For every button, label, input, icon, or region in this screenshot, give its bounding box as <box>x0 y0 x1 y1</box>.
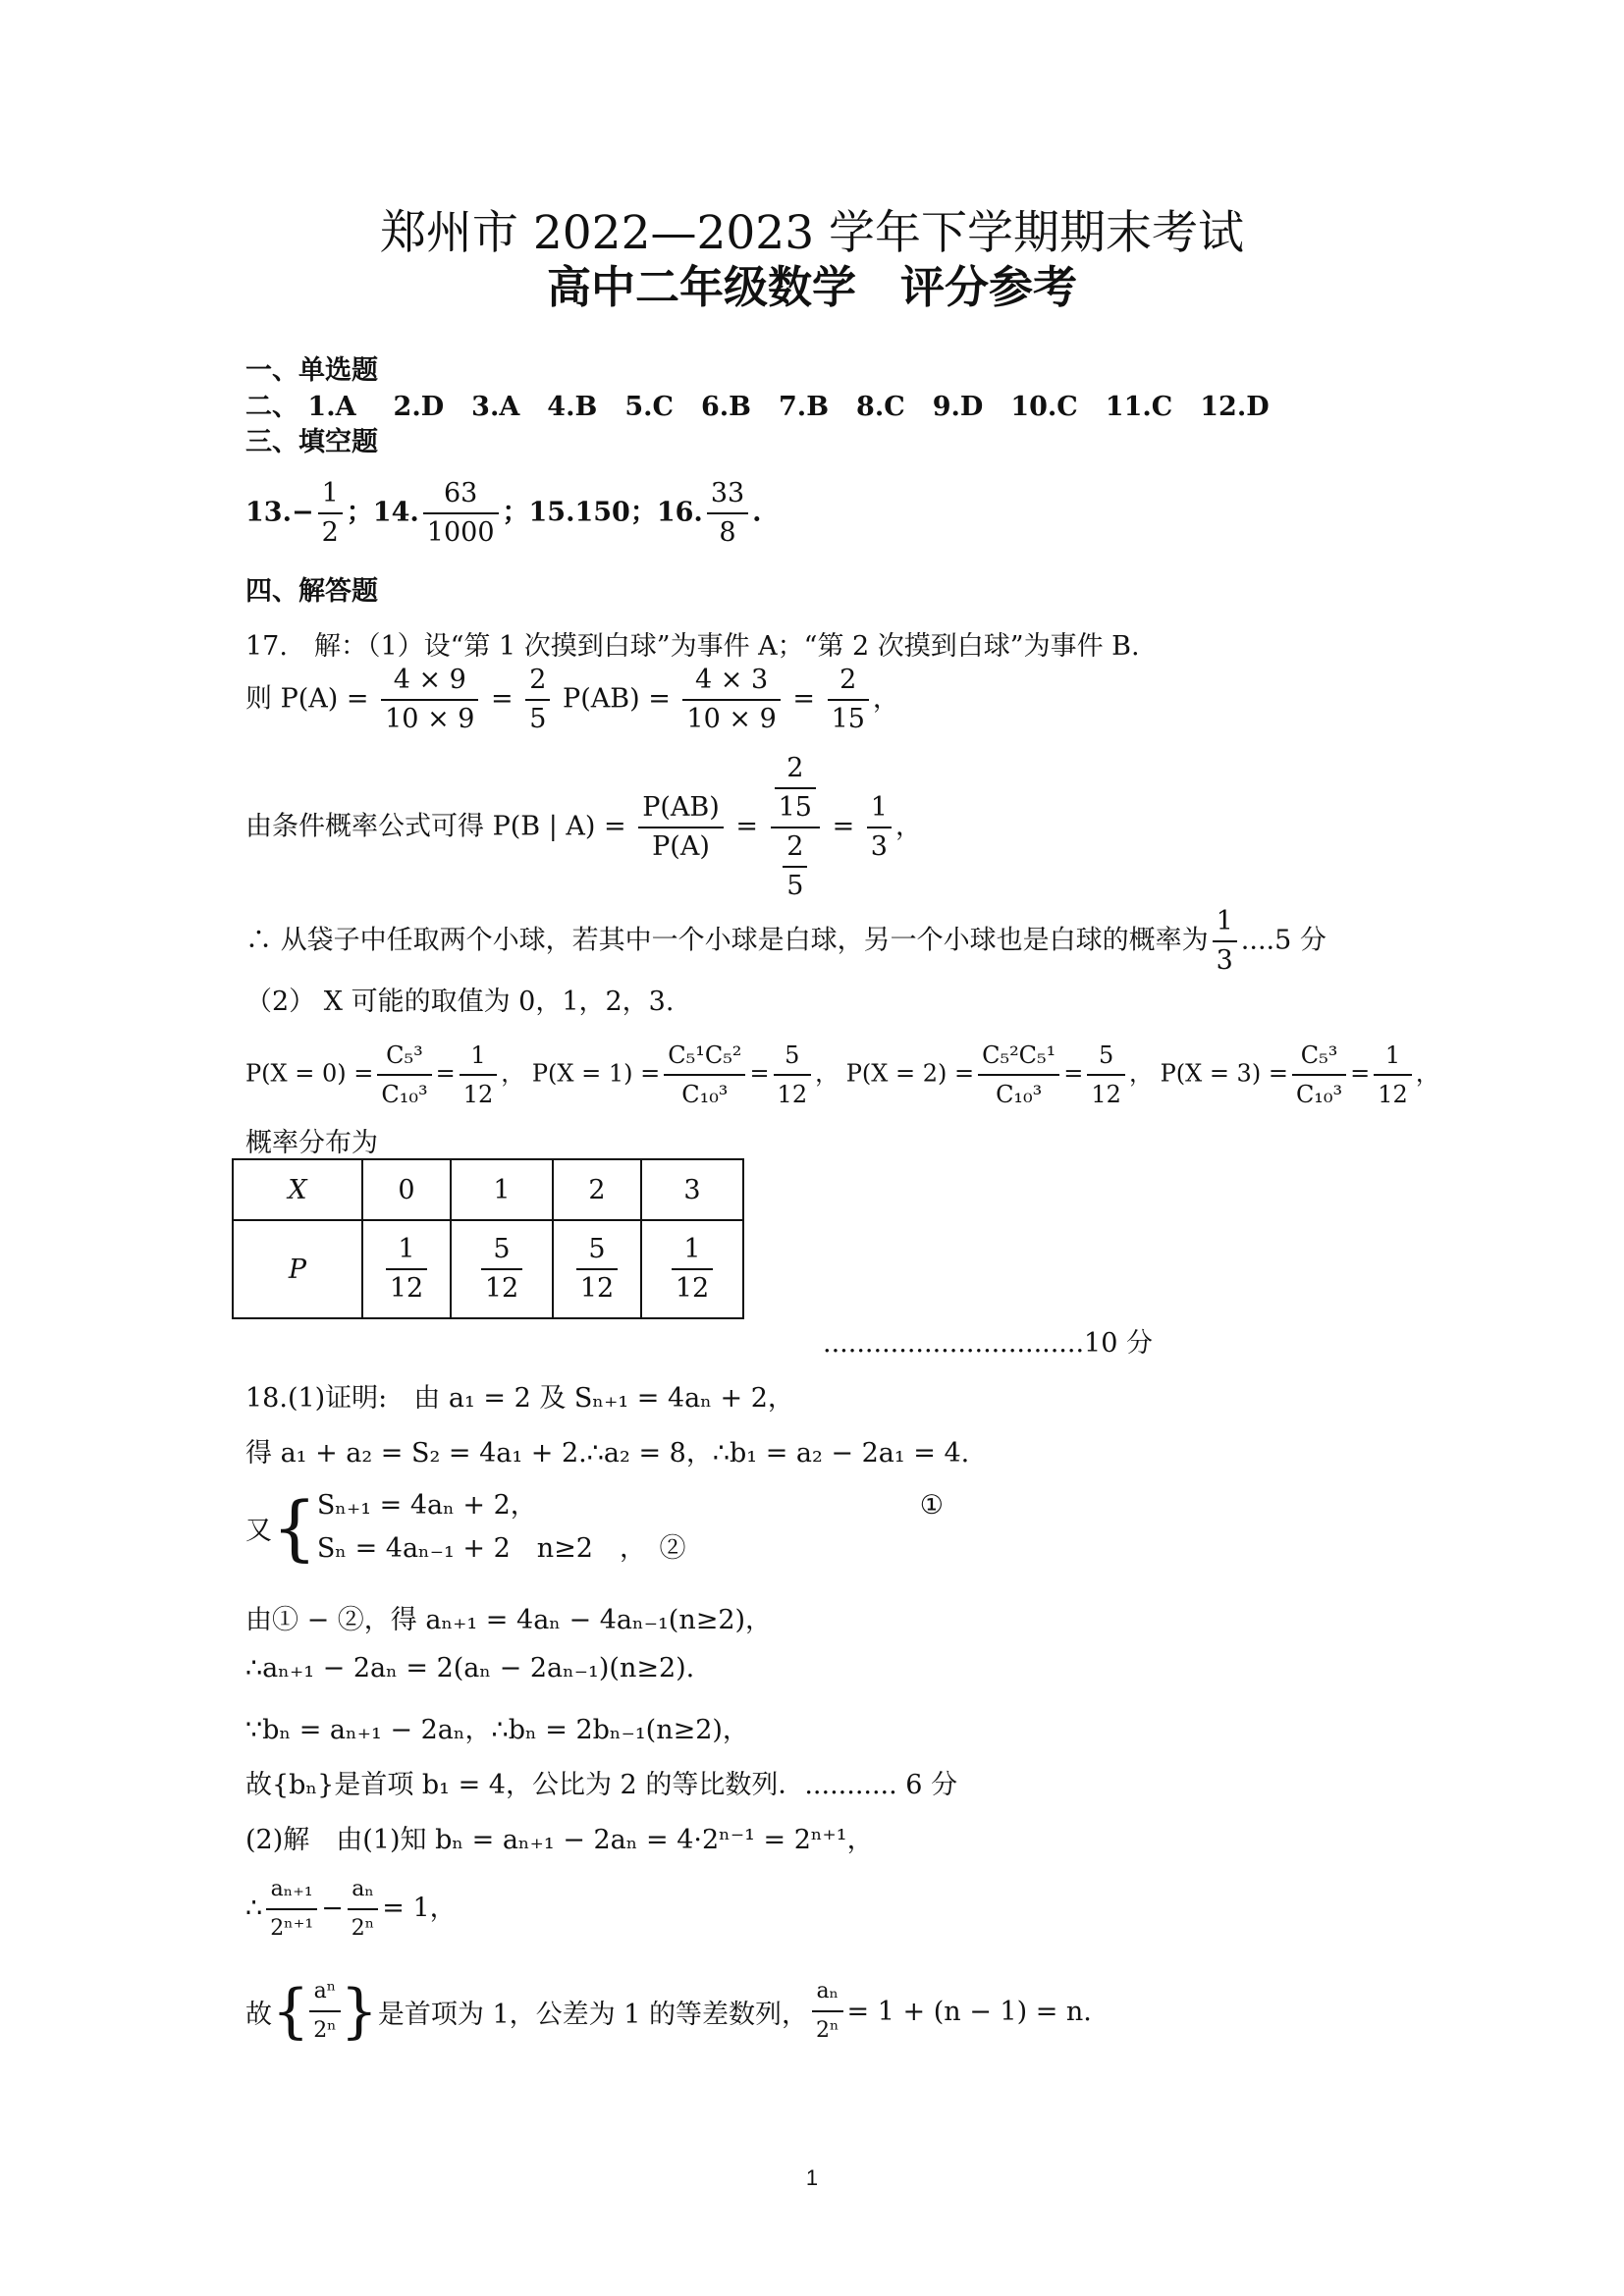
pab-res <box>828 662 869 738</box>
px2-label: P(X = 2) = <box>845 1059 975 1088</box>
cf-dn: 2 <box>783 828 807 868</box>
table-cell: X <box>233 1159 362 1220</box>
q18-line10 <box>245 1973 1092 2050</box>
conclusion-den: 3 <box>1216 945 1233 976</box>
answer-item: 8.C <box>856 392 905 422</box>
cf-nd: 15 <box>778 792 812 823</box>
answer-item: 4.B <box>547 392 598 422</box>
px0-res <box>460 1037 498 1113</box>
page-number: 1 <box>805 2165 819 2190</box>
l10-end: = 1 + (n − 1) = n. <box>846 1996 1092 2027</box>
l10-n2: aₙ <box>812 1973 843 2012</box>
cond-frac <box>638 789 724 866</box>
fill-answers <box>245 475 762 552</box>
pab-res-num: 2 <box>828 662 869 701</box>
q17-line5: （2） X 可能的取值为 0，1，2，3. <box>245 987 675 1017</box>
q13-sign: − <box>291 497 314 528</box>
px2-rn: 5 <box>1087 1037 1125 1076</box>
q18-line6: ∵bₙ = aₙ₊₁ − 2aₙ，∴bₙ = 2bₙ₋₁(n≥2)， <box>245 1715 749 1745</box>
pa-res-den: 5 <box>529 704 547 734</box>
left-brace-icon: { <box>272 1977 310 2046</box>
px1-label: P(X = 1) = <box>531 1059 661 1088</box>
pab-num: 4 × 3 <box>682 662 780 701</box>
q18-line7: 故{bₙ}是首项 b₁ = 4，公比为 2 的等比数列．........... 6 分 <box>245 1770 958 1800</box>
l9-n1: aₙ₊₁ <box>266 1871 317 1910</box>
answer-list <box>307 392 1296 422</box>
q14-num: 63 <box>423 475 499 514</box>
you-label: 又 <box>245 1515 272 1546</box>
px3-rn: 1 <box>1374 1037 1412 1076</box>
q18-line5: ∴aₙ₊₁ − 2aₙ = 2(aₙ − 2aₙ₋₁)(n≥2). <box>245 1653 695 1683</box>
l9-d2: 2ⁿ <box>351 1916 375 1941</box>
q17-line1: 17. 解：（1）设“第 1 次摸到白球”为事件 A；“第 2 次摸到白球”为事件 B. <box>245 631 1140 662</box>
px1-res <box>774 1037 812 1113</box>
compound-frac <box>771 750 820 905</box>
q16-fraction <box>707 475 748 552</box>
px0-rd: 12 <box>462 1081 494 1108</box>
eq2: Sₙ = 4aₙ₋₁ + 2 n≥2 ， ② <box>316 1533 686 1564</box>
cond-den: P(A) <box>652 831 710 862</box>
pab-res-den: 15 <box>831 704 865 734</box>
tv1-d: 12 <box>484 1273 519 1304</box>
px0-den: C₁₀³ <box>381 1081 428 1108</box>
l10-n: aⁿ <box>309 1973 341 2012</box>
pab-eq: = <box>792 683 815 715</box>
compound-num <box>771 750 820 828</box>
table-cell <box>641 1220 743 1318</box>
tv3-n: 1 <box>672 1231 713 1270</box>
px2-rd: 12 <box>1091 1081 1121 1108</box>
q13-label: 13. <box>245 497 292 528</box>
table-cell <box>553 1220 641 1318</box>
px1-den: C₁₀³ <box>681 1081 729 1108</box>
dist-label: 概率分布为 <box>245 1128 378 1158</box>
answer-item: 7.B <box>779 392 830 422</box>
px3-frac <box>1292 1037 1346 1113</box>
px2-res <box>1087 1037 1125 1113</box>
page-title: 郑州市 2022—2023 学年下学期期末考试 <box>379 206 1245 260</box>
answer-item: 5.C <box>624 392 674 422</box>
l10-frac2 <box>812 1973 843 2050</box>
score-5: ....5 分 <box>1240 925 1326 956</box>
cond-eq: = <box>735 811 759 842</box>
cf-dd: 5 <box>786 871 804 901</box>
table-cell: 0 <box>362 1159 451 1220</box>
tv0-d: 12 <box>389 1273 424 1304</box>
page-subtitle: 高中二年级数学 评分参考 <box>546 261 1077 313</box>
compound-den <box>771 828 820 905</box>
brace-icon: { <box>272 1486 317 1569</box>
q14-den: 1000 <box>426 517 495 548</box>
table-cell: P <box>233 1220 362 1318</box>
l10-d2: 2ⁿ <box>816 2018 839 2043</box>
sep-15-16: ；15.150；16. <box>502 497 703 528</box>
answer-item: 9.D <box>932 392 984 422</box>
conclusion-num: 1 <box>1213 903 1237 942</box>
tv0-n: 1 <box>386 1231 427 1270</box>
therefore-sign: ∴ <box>245 1893 263 1924</box>
px2-num: C₅²C₅¹ <box>978 1037 1059 1076</box>
answer-item: 11.C <box>1105 392 1173 422</box>
cond-res-den: 3 <box>870 831 888 862</box>
pa-label: 则 P(A) = <box>245 683 369 715</box>
answer-item: 12.D <box>1200 392 1270 422</box>
cond-label: 由条件概率公式可得 P(B | A) = <box>245 811 626 842</box>
px0-label: P(X = 0) = <box>245 1059 374 1088</box>
table-row-prob <box>233 1220 743 1318</box>
q16-num: 33 <box>707 475 748 514</box>
pa-eq: = <box>491 683 514 715</box>
px2-frac <box>978 1037 1059 1113</box>
q14-fraction <box>423 475 499 552</box>
px3-num: C₅³ <box>1292 1037 1346 1076</box>
px1-rn: 5 <box>774 1037 812 1076</box>
section-fill-blank: 三、填空题 <box>245 427 378 457</box>
px3-label: P(X = 3) = <box>1160 1059 1288 1088</box>
table-cell <box>451 1220 553 1318</box>
px3-res <box>1374 1037 1412 1113</box>
distribution-table <box>232 1158 744 1319</box>
pab-den: 10 × 9 <box>686 704 777 734</box>
conclusion-text: ∴ 从袋子中任取两个小球，若其中一个小球是白球，另一个小球也是白球的概率为 <box>245 925 1209 956</box>
q17-probabilities: P(X = 0) = $\frac{\text{C₅³}}{\text{C₁₀³}}$ = $\frac{1}{12}$ ， P(X = 1) = $\frac{\text{C₅¹C₅²}}{\text{C₁₀³}}$ = $\frac{5}{12}$ ， P(X = 2) = $\frac{\text{C₅²C₅¹}}{\text{C₁₀³}}$ = $\frac{5}{12}$ ， P(X = 3) = $\frac{\text{C₅³}}{\text{C₁₀³}}$ = $\frac{1}{12}$ ， <box>245 1037 1439 1113</box>
cond-res-num: 1 <box>867 789 892 828</box>
l9-frac1 <box>266 1871 317 1948</box>
q13-num: 1 <box>318 475 343 514</box>
q16-den: 8 <box>719 517 736 548</box>
tv2-n: 5 <box>576 1231 618 1270</box>
tv3-d: 12 <box>675 1273 710 1304</box>
px1-rd: 12 <box>777 1081 808 1108</box>
pab-comma: ， <box>872 683 899 715</box>
answer-item: 2.D <box>393 392 445 422</box>
px0-num: C₅³ <box>377 1037 431 1076</box>
answer-item: 10.C <box>1010 392 1078 422</box>
cond-comma: ， <box>894 811 922 842</box>
table-cell: 2 <box>553 1159 641 1220</box>
table-cell <box>362 1220 451 1318</box>
cond-eq2: = <box>832 811 855 842</box>
pa-frac <box>381 662 478 738</box>
pa-den: 10 × 9 <box>385 704 475 734</box>
px3-den: C₁₀³ <box>1295 1081 1343 1108</box>
conclusion-frac <box>1213 903 1237 980</box>
q17-line2 <box>245 662 899 738</box>
l10-prefix: 故 <box>245 1999 272 2030</box>
table-cell: 1 <box>451 1159 553 1220</box>
q13-fraction <box>318 475 343 552</box>
eq1-mark: ① <box>919 1490 944 1521</box>
q18-line8: (2)解 由(1)知 bₙ = aₙ₊₁ − 2aₙ = 4·2ⁿ⁻¹ = 2ⁿ⁺¹， <box>245 1825 874 1855</box>
l9-n2: aₙ <box>348 1871 379 1910</box>
px3-rd: 12 <box>1378 1081 1408 1108</box>
section-prefix: 二、 <box>245 392 298 422</box>
section-single-choice: 一、单选题 <box>245 355 378 386</box>
pab-label: P(AB) = <box>563 683 671 715</box>
l10-frac <box>309 1973 341 2050</box>
px1-frac <box>664 1037 745 1113</box>
q18-system <box>245 1484 944 1571</box>
section-solutions: 四、解答题 <box>245 576 378 607</box>
l9-minus: − <box>321 1893 344 1924</box>
answers-row <box>245 385 1297 423</box>
pab-frac <box>682 662 780 738</box>
right-brace-icon: } <box>340 1977 378 2046</box>
l9-end: = 1， <box>382 1893 457 1924</box>
l10-mid: 是首项为 1，公差为 1 的等差数列， <box>377 1999 808 2030</box>
answer-item: 3.A <box>471 392 520 422</box>
pa-res <box>525 662 550 738</box>
pa-res-num: 2 <box>525 662 550 701</box>
px1-num: C₅¹C₅² <box>664 1037 745 1076</box>
tv1-n: 5 <box>481 1231 522 1270</box>
px0-rn: 1 <box>460 1037 498 1076</box>
cond-res <box>867 789 892 866</box>
q18-line1: 18.(1)证明: 由 a₁ = 2 及 Sₙ₊₁ = 4aₙ + 2， <box>245 1383 794 1414</box>
l9-d1: 2ⁿ⁺¹ <box>270 1916 314 1941</box>
q18-line2: 得 a₁ + a₂ = S₂ = 4a₁ + 2.∴a₂ = 8，∴b₁ = a₂ − 2a₁ = 4. <box>245 1438 970 1468</box>
answer-item: 1.A <box>307 392 356 422</box>
px2-den: C₁₀³ <box>996 1081 1043 1108</box>
tv2-d: 12 <box>579 1273 615 1304</box>
answer-item: 6.B <box>701 392 752 422</box>
pa-num: 4 × 9 <box>381 662 478 701</box>
table-cell: 3 <box>641 1159 743 1220</box>
fill-end: . <box>752 497 762 528</box>
q18-line9 <box>245 1871 457 1948</box>
q13-den: 2 <box>321 517 339 548</box>
l9-frac2 <box>348 1871 379 1948</box>
cond-num: P(AB) <box>638 789 724 828</box>
cf-nn: 2 <box>775 750 816 789</box>
q18-line4: 由① − ②，得 aₙ₊₁ = 4aₙ − 4aₙ₋₁(n≥2)， <box>245 1605 773 1635</box>
px0-frac <box>377 1037 431 1113</box>
table-row-header <box>233 1159 743 1220</box>
q17-line3 <box>245 750 922 905</box>
system-lines <box>317 1484 944 1571</box>
sep-14: ；14. <box>346 497 419 528</box>
q17-line4 <box>245 903 1326 980</box>
score-10: ...............................10 分 <box>823 1328 1153 1359</box>
eq1: Sₙ₊₁ = 4aₙ + 2， <box>316 1490 537 1521</box>
l10-d: 2ⁿ <box>313 2018 337 2043</box>
